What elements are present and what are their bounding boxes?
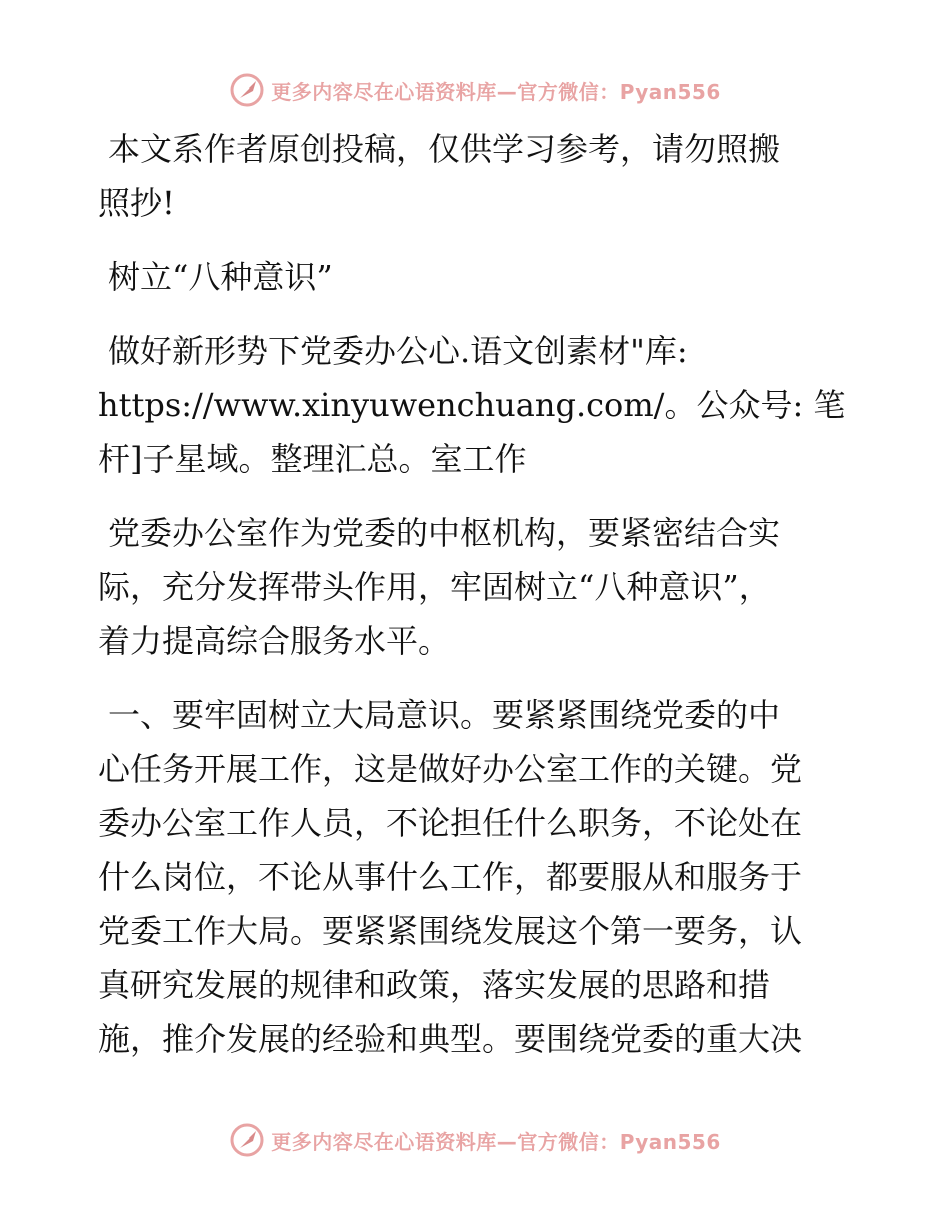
text-line: https://www.xinyuwenchuang.com/。公众号: 笔 <box>98 386 846 424</box>
paragraph-intro <box>98 506 858 668</box>
watermark-text: 更多内容尽在心语资料库—官方微信：Pyan556 <box>271 79 721 104</box>
quill-logo-icon <box>229 1122 265 1158</box>
paragraph-title <box>98 250 858 304</box>
text-line: 心任务开展工作，这是做好办公室工作的关键。党 <box>98 750 803 788</box>
text-line: 一、要牢固树立大局意识。要紧紧围绕党委的中 <box>108 696 781 734</box>
quill-logo-icon <box>229 72 265 108</box>
footer-watermark <box>0 1120 950 1160</box>
paragraph-subtitle <box>98 324 858 486</box>
text-line: 什么岗位，不论从事什么工作，都要服从和服务于 <box>98 858 803 896</box>
text-line: 树立“八种意识” <box>108 258 333 296</box>
text-line: 际，充分发挥带头作用，牢固树立“八种意识”， <box>98 568 771 606</box>
text-line: 做好新形势下党委办公心.语文创素材"库: <box>108 332 688 370</box>
paragraph-section-one <box>98 688 858 1066</box>
watermark-text: 更多内容尽在心语资料库—官方微信：Pyan556 <box>271 1129 721 1154</box>
text-line: 施，推介发展的经验和典型。要围绕党委的重大决 <box>98 1020 803 1058</box>
text-line: 杆]子星域。整理汇总。室工作 <box>98 440 527 478</box>
text-line: 照抄! <box>98 184 175 222</box>
text-line: 党委工作大局。要紧紧围绕发展这个第一要务，认 <box>98 912 803 950</box>
text-line: 委办公室工作人员，不论担任什么职务，不论处在 <box>98 804 803 842</box>
header-watermark <box>0 70 950 110</box>
text-line: 本文系作者原创投稿，仅供学习参考，请勿照搬 <box>108 130 781 168</box>
text-line: 着力提高综合服务水平。 <box>98 622 451 660</box>
text-line: 党委办公室作为党委的中枢机构，要紧密结合实 <box>108 514 781 552</box>
paragraph-notice <box>98 122 858 230</box>
text-line: 真研究发展的规律和政策，落实发展的思路和措 <box>98 966 771 1004</box>
document-body <box>98 122 858 1086</box>
